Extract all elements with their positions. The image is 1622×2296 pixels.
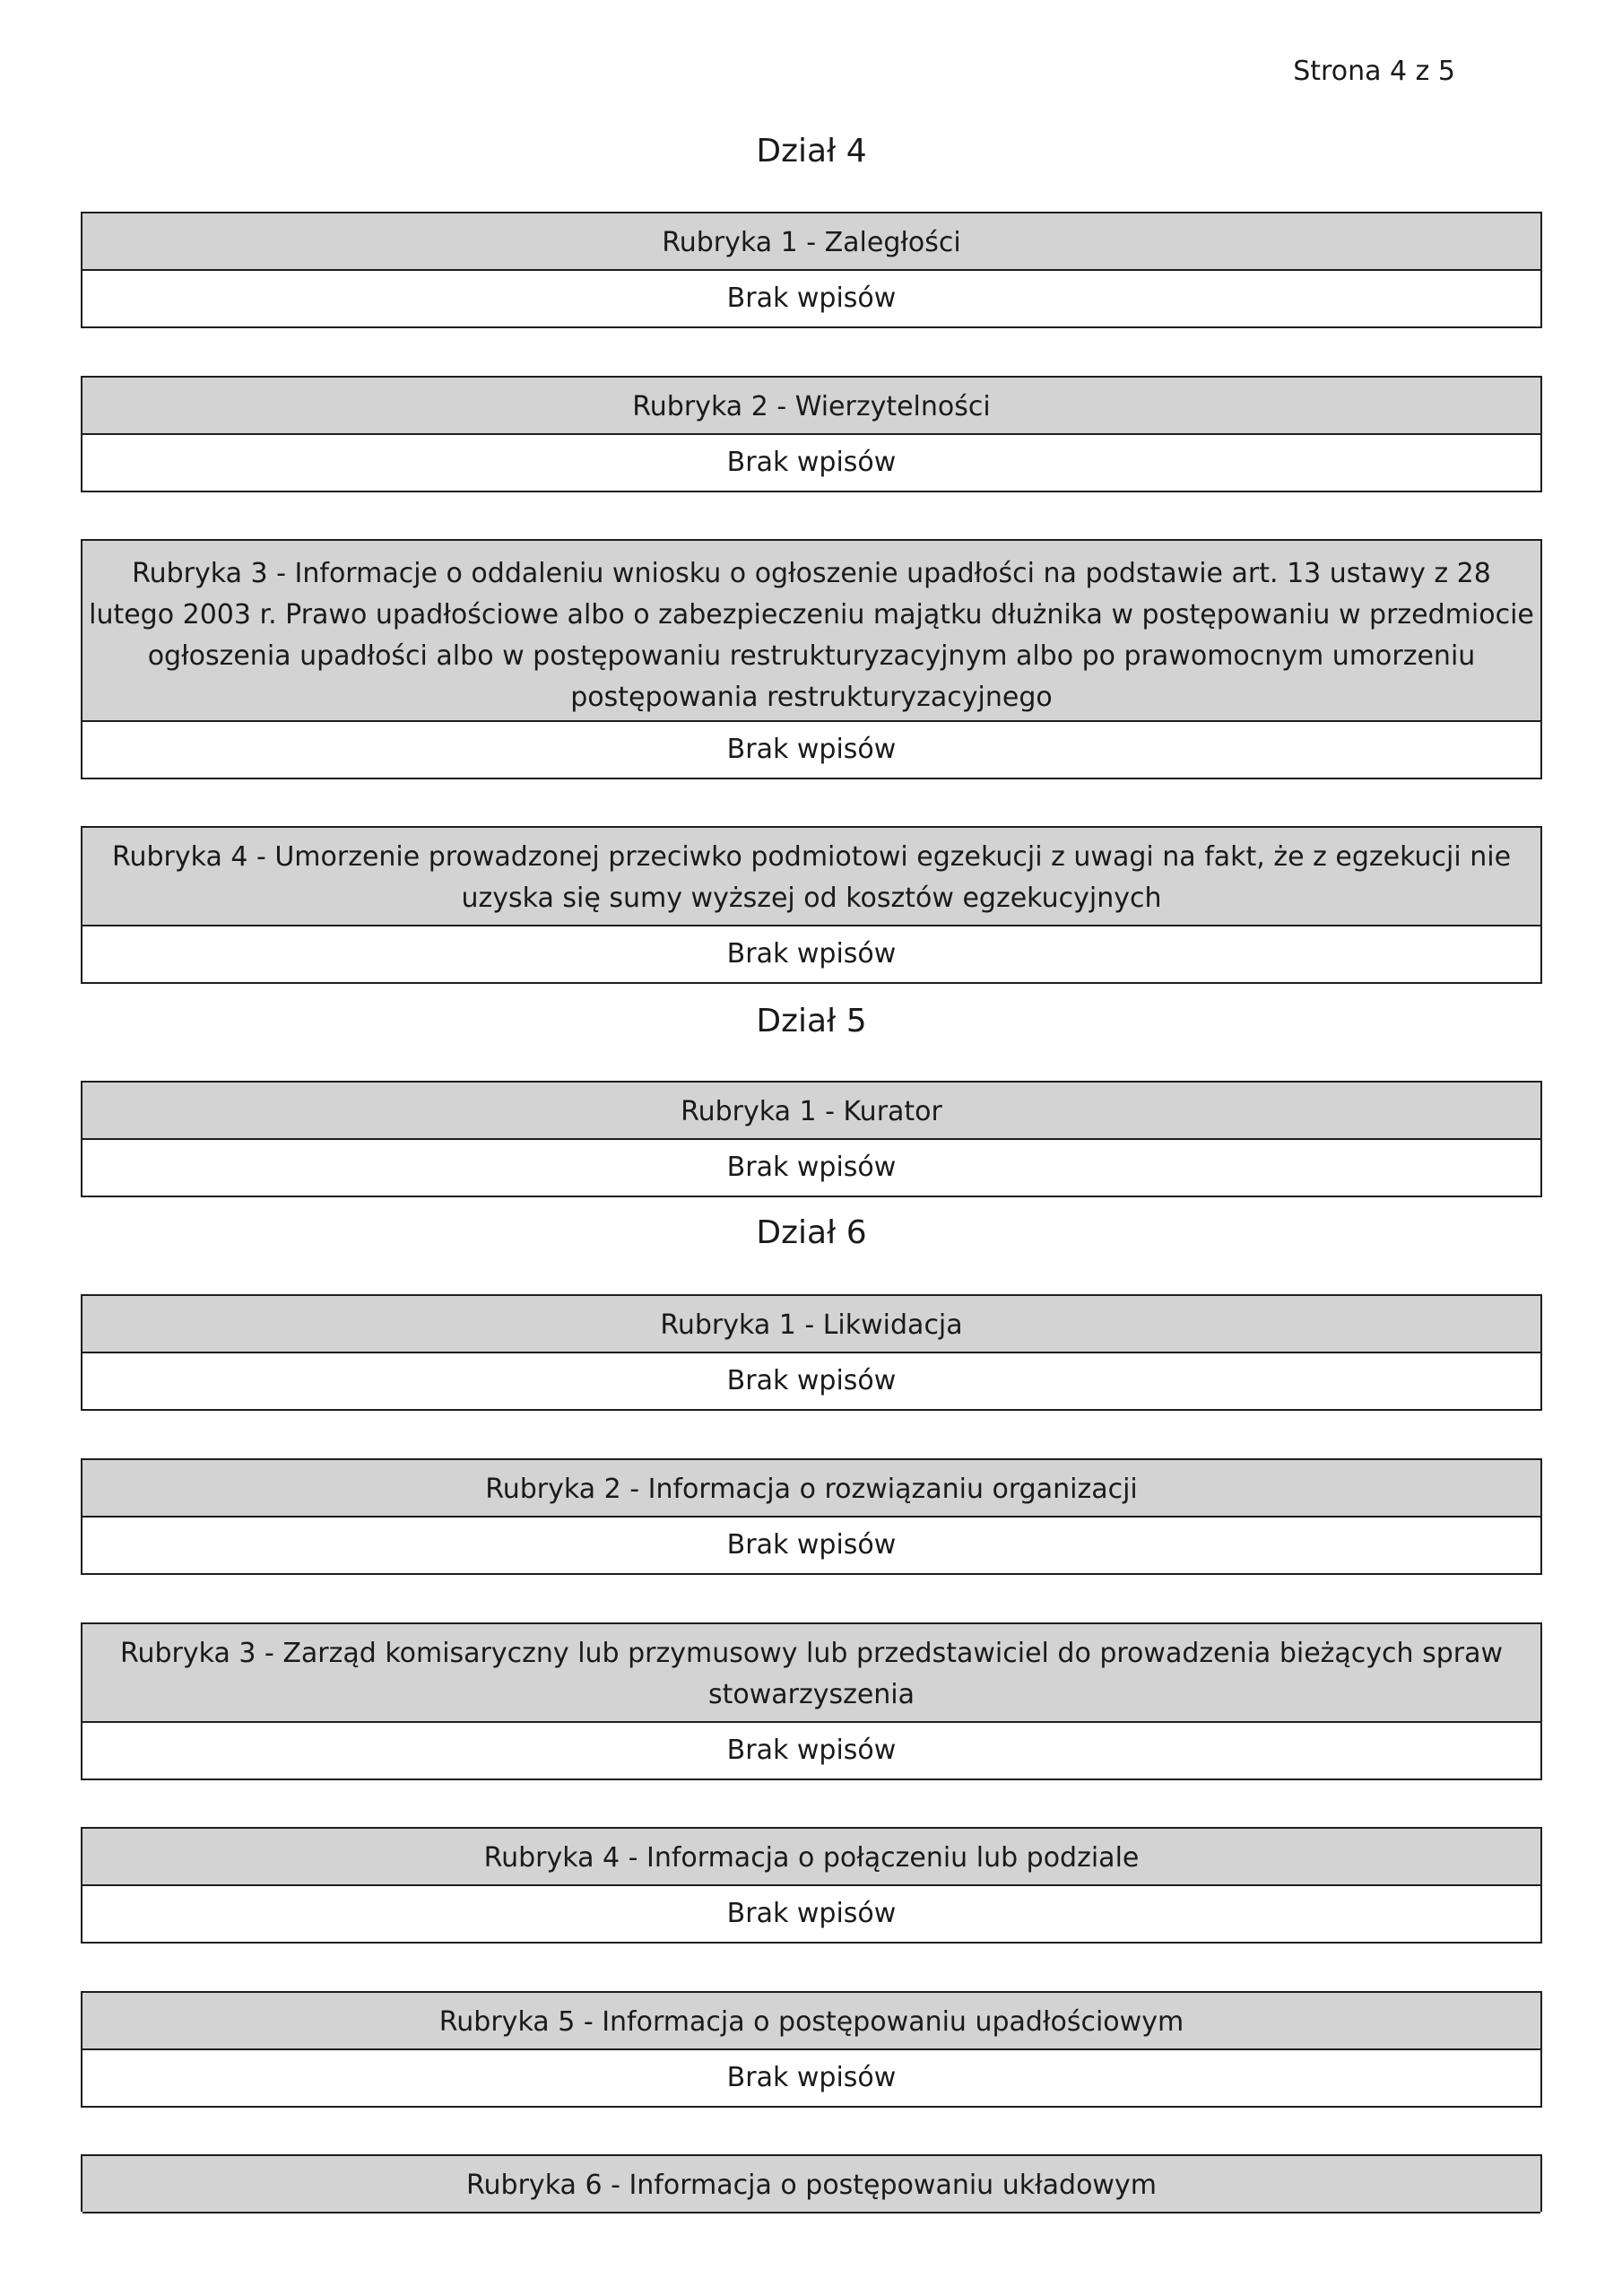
rubric-header: Rubryka 4 - Umorzenie prowadzonej przeciwko podmiotowi egzekucji z uwagi na fakt, że z egzekucji nie uzyska się sumy wyższej od kosztów egzekucyjnych xyxy=(82,828,1540,926)
rubric-body: Brak wpisów xyxy=(726,734,897,765)
rubric-body: Brak wpisów xyxy=(726,447,897,478)
rubric-header: Rubryka 6 - Informacja o postępowaniu układowym xyxy=(82,2156,1540,2213)
rubric-header: Rubryka 5 - Informacja o postępowaniu upadłościowym xyxy=(82,1993,1540,2050)
rubric-header: Rubryka 1 - Zaległości xyxy=(82,213,1540,271)
rubric-header: Rubryka 3 - Informacje o oddaleniu wniosku o ogłoszenie upadłości na podstawie art. 13 ustawy z 28 lutego 2003 r. Prawo upadłościowe albo o zabezpieczeniu majątku dłużnika w postępowaniu w przedmiocie ogłoszenia upadłości albo w postępowaniu restrukturyzacyjnym albo po prawomocnym umorzeniu postępowania restrukturyzacyjnego xyxy=(82,541,1540,722)
rubric-header: Rubryka 2 - Wierzytelności xyxy=(82,378,1540,435)
rubric-header: Rubryka 4 - Informacja o połączeniu lub podziale xyxy=(82,1829,1540,1886)
rubric-4-4 xyxy=(81,826,1542,984)
rubric-body: Brak wpisów xyxy=(726,1152,897,1183)
section-title-4: Dział 4 xyxy=(756,133,867,170)
rubric-header: Rubryka 1 - Kurator xyxy=(82,1083,1540,1140)
rubric-body: Brak wpisów xyxy=(726,283,897,314)
rubric-body: Brak wpisów xyxy=(726,1898,897,1929)
rubric-6-5 xyxy=(81,1991,1542,2108)
rubric-body: Brak wpisów xyxy=(726,1735,897,1766)
rubric-header: Rubryka 3 - Zarząd komisaryczny lub przymusowy lub przedstawiciel do prowadzenia bieżących spraw stowarzyszenia xyxy=(82,1624,1540,1723)
rubric-5-1 xyxy=(81,1081,1542,1197)
rubric-6-6 xyxy=(81,2154,1542,2212)
section-title-5: Dział 5 xyxy=(756,1003,867,1039)
rubric-4-3 xyxy=(81,539,1542,779)
section-title-6: Dział 6 xyxy=(756,1214,867,1251)
rubric-6-4 xyxy=(81,1827,1542,1944)
page-number: Strona 4 z 5 xyxy=(1293,56,1455,87)
rubric-body: Brak wpisów xyxy=(726,938,897,970)
rubric-4-1 xyxy=(81,212,1542,328)
rubric-6-2 xyxy=(81,1458,1542,1575)
rubric-body: Brak wpisów xyxy=(726,1529,897,1561)
rubric-header: Rubryka 2 - Informacja o rozwiązaniu organizacji xyxy=(82,1460,1540,1518)
rubric-body: Brak wpisów xyxy=(726,2062,897,2093)
rubric-6-3 xyxy=(81,1622,1542,1780)
rubric-6-1 xyxy=(81,1294,1542,1411)
rubric-4-2 xyxy=(81,376,1542,492)
rubric-body: Brak wpisów xyxy=(726,1365,897,1396)
rubric-header: Rubryka 1 - Likwidacja xyxy=(82,1296,1540,1353)
